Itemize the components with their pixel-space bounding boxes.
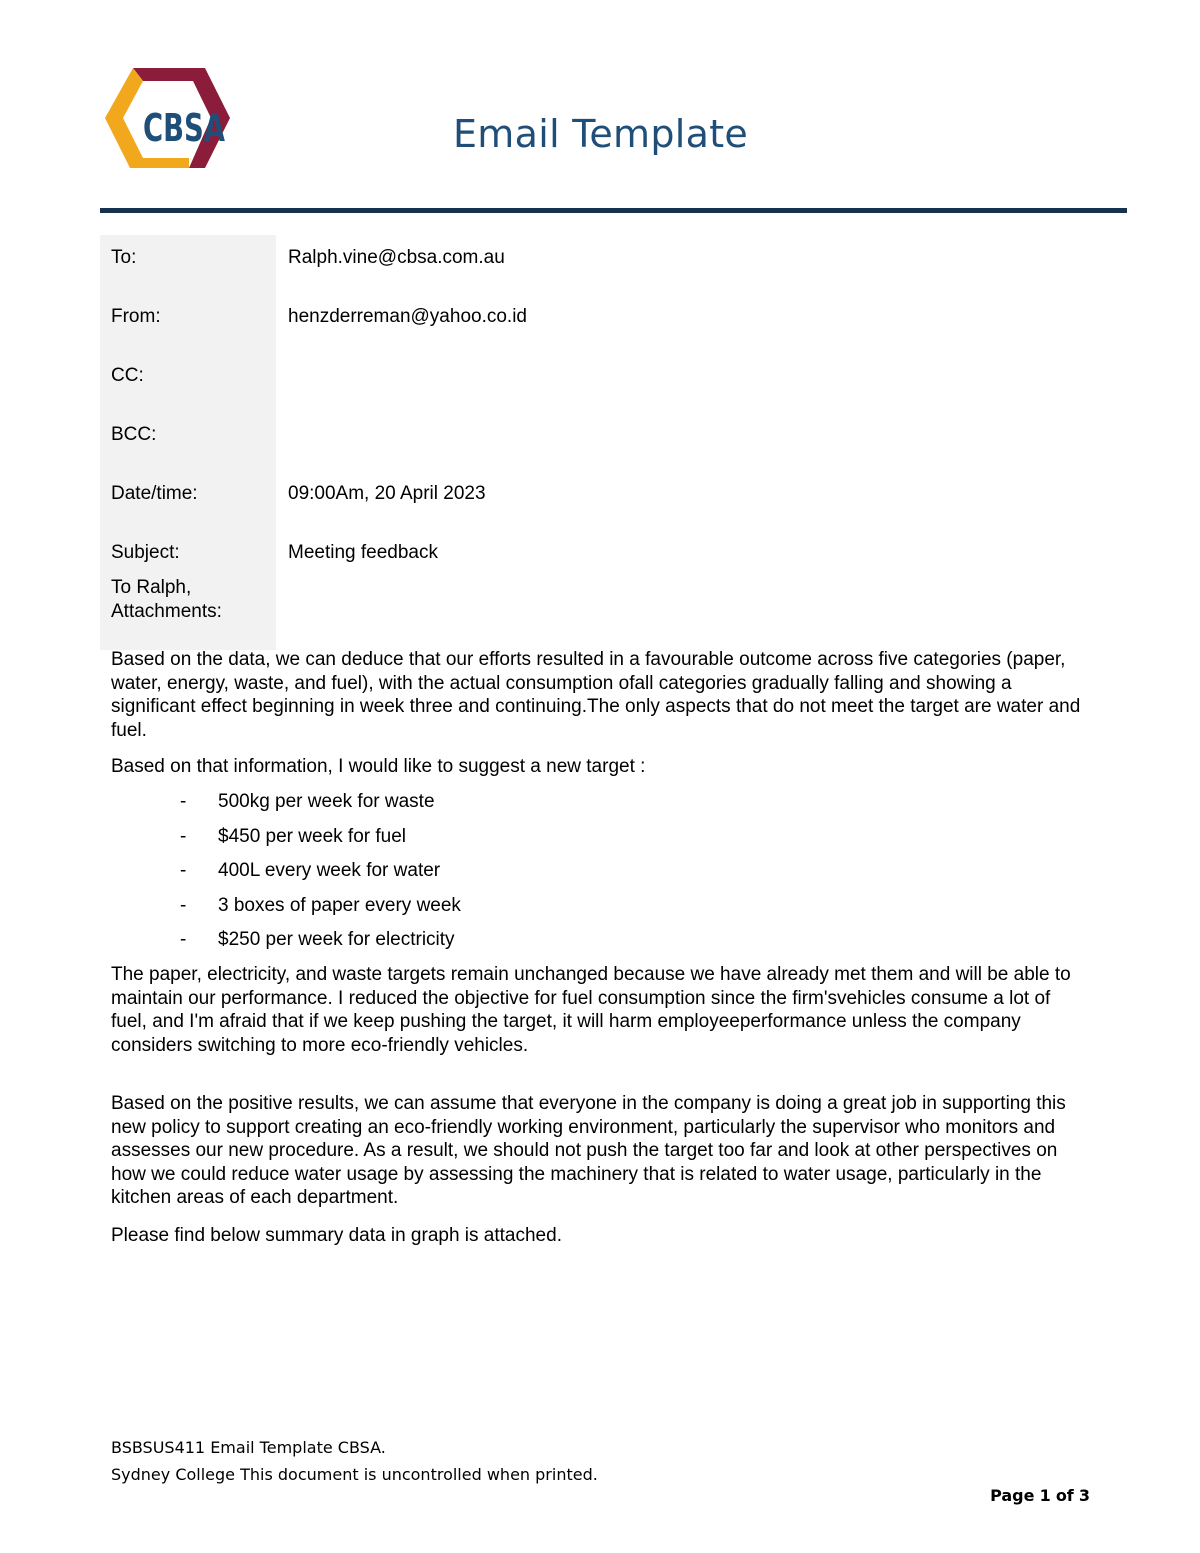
cc-value: [276, 353, 1100, 412]
bullet-marker: -: [180, 860, 187, 881]
page-number: [990, 1486, 1090, 1505]
body-paragraph-3: The paper, electricity, and waste targets remain unchanged because we have already met them and will be able to maintain our performance. I reduced the objective for fuel consumption since the firm'svehicles consume a lot of fuel, and I'm afraid that if we keep pushing the target, it will harm employeeperformance unless the company considers switching to more eco-friendly vehicles.: [111, 964, 1071, 1056]
page-current: 1: [1039, 1486, 1051, 1505]
from-value: henzderreman@yahoo.co.id: [288, 306, 527, 327]
datetime-label: Date/time:: [100, 471, 276, 530]
list-item-text: $450 per week for fuel: [218, 825, 407, 847]
list-item-text: 3 boxes of paper every week: [218, 894, 461, 916]
subject-label: Subject:: [100, 530, 276, 589]
list-item: [180, 928, 461, 963]
bcc-label: BCC:: [100, 412, 276, 471]
body-paragraph-4: Based on the positive results, we can assume that everyone in the company is doing a great job in supporting this new policy to support creating an eco-friendly working environment, particularly the supervisor who monitors and assesses our new procedure. As a result, we should not push the target too far and look at other perspectives on how we could reduce water usage by assessing the machinery that is related to water usage, particularly in the kitchen areas of each department.: [111, 1093, 1066, 1209]
logo-text: CBSA: [143, 106, 226, 150]
cbsa-logo: [105, 68, 230, 174]
footer-line-1: BSBSUS411 Email Template CBSA.: [111, 1438, 386, 1457]
bullet-marker: -: [180, 929, 187, 950]
list-item-text: $250 per week for electricity: [218, 929, 455, 950]
page-word: Page: [990, 1486, 1035, 1505]
list-item: [180, 790, 461, 825]
bullet-marker: -: [180, 894, 187, 916]
datetime-value: 09:00Am, 20 April 2023: [288, 483, 486, 504]
to-label: To:: [100, 235, 276, 294]
footer-line-2: Sydney College This document is uncontrolled when printed.: [111, 1465, 598, 1484]
header-row-to: [100, 235, 1100, 294]
attachments-label: Attachments:: [100, 589, 276, 650]
page-title: Email Template: [453, 112, 749, 156]
header-row-cc: [100, 353, 1100, 412]
bcc-value: [276, 412, 1100, 471]
from-label: From:: [100, 294, 276, 353]
body-paragraph-1: Based on the data, we can deduce that our efforts resulted in a favourable outcome across five categories (paper, water, energy, waste, and fuel), with the actual consumption ofall categories gradually falling and showing a significant effect beginning in week three and continuing.The only aspects that do not meet the target are water and fuel.: [111, 649, 1081, 741]
to-value: Ralph.vine@cbsa.com.au: [288, 247, 505, 268]
page-of-word: of: [1055, 1486, 1074, 1505]
target-list: [180, 790, 461, 963]
bullet-marker: -: [180, 791, 187, 812]
header-row-from: [100, 294, 1100, 353]
list-item-text: 400L every week for water: [218, 860, 441, 881]
title-divider: [100, 208, 1127, 213]
list-item: [180, 894, 461, 929]
list-item: [180, 825, 461, 860]
subject-value: Meeting feedback: [288, 542, 438, 563]
header-row-datetime: [100, 471, 1100, 530]
body-paragraph-2: Based on that information, I would like to suggest a new target :: [111, 756, 646, 777]
list-item: [180, 859, 461, 894]
email-greeting: To Ralph,: [111, 577, 192, 598]
cc-label: CC:: [100, 353, 276, 412]
bullet-marker: -: [180, 825, 187, 847]
header-row-bcc: [100, 412, 1100, 471]
page-footer: [111, 1434, 598, 1488]
body-paragraph-5: Please find below summary data in graph is attached.: [111, 1225, 562, 1246]
page-total: 3: [1078, 1486, 1090, 1505]
list-item-text: 500kg per week for waste: [218, 791, 435, 812]
